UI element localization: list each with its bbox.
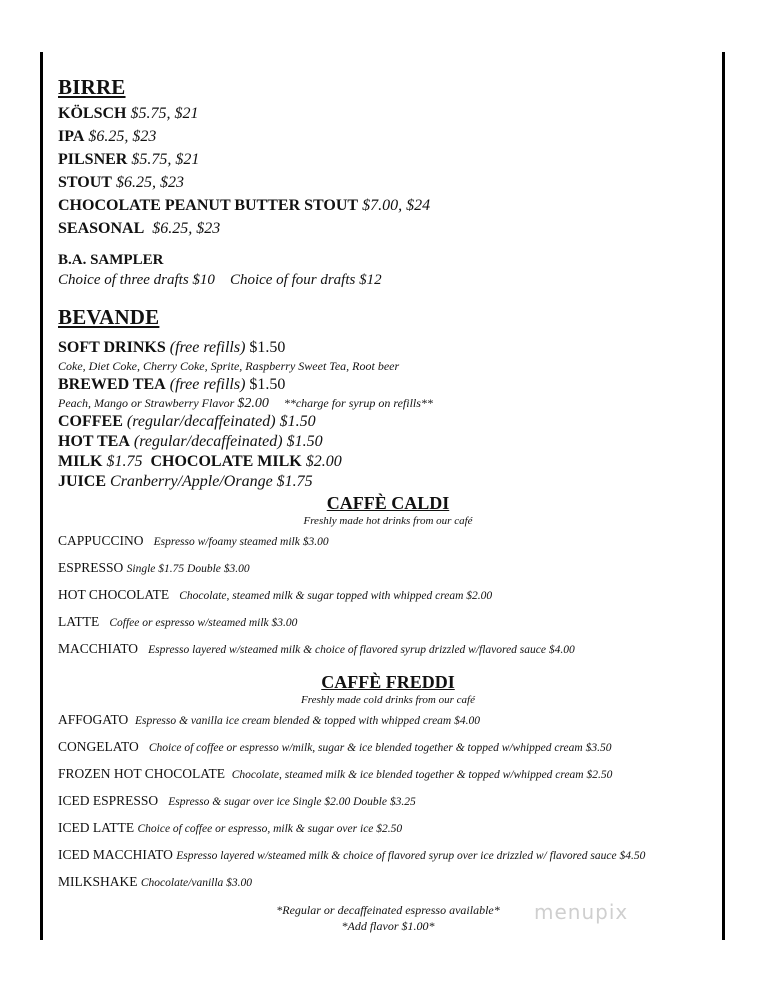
- birre-heading: BIRRE: [58, 75, 126, 99]
- caffe-freddi-note: Freshly made cold drinks from our café: [301, 694, 475, 706]
- freddi-item: ICED LATTE Choice of coffee or espresso, milk & sugar over ice $2.50: [58, 820, 403, 835]
- soft-drinks-list: Coke, Diet Coke, Cherry Coke, Sprite, Raspberry Sweet Tea, Root beer: [58, 359, 400, 373]
- beer-item: STOUT $6.25, $23: [58, 174, 184, 191]
- bevande-heading: BEVANDE: [58, 305, 160, 329]
- milk-item: MILK $1.75 CHOCOLATE MILK $2.00: [58, 453, 342, 470]
- caldi-item: HOT CHOCOLATE Chocolate, steamed milk & sugar topped with whipped cream $2.00: [58, 587, 493, 602]
- sampler-options: [58, 270, 718, 290]
- caldi-item: MACCHIATO Espresso layered w/steamed milk & choice of flavored syrup drizzled w/flavored sauce $4.00: [58, 641, 575, 656]
- freddi-item: CONGELATO Choice of coffee or espresso w/milk, sugar & ice blended together & topped w/whipped cream $3.50: [58, 739, 612, 754]
- caldi-item: CAPPUCCINO Espresso w/foamy steamed milk $3.00: [58, 533, 329, 548]
- beer-item: IPA $6.25, $23: [58, 128, 157, 145]
- hot-tea-item: HOT TEA (regular/decaffeinated) $1.50: [58, 433, 323, 450]
- caffe-caldi-heading: CAFFÈ CALDI: [326, 493, 450, 513]
- sampler-title: B.A. SAMPLER: [58, 252, 164, 268]
- brewed-tea-item: BREWED TEA (free refills) $1.50: [58, 376, 286, 393]
- caldi-item: ESPRESSO Single $1.75 Double $3.00: [58, 560, 250, 575]
- beer-item: PILSNER $5.75, $21: [58, 151, 200, 168]
- sampler-option-four: Choice of four drafts $12: [229, 272, 382, 288]
- menupix-watermark: menupix: [534, 900, 629, 924]
- caldi-item: LATTE Coffee or espresso w/steamed milk $3.00: [58, 614, 298, 629]
- flavor-footnote: *Add flavor $1.00*: [341, 919, 435, 933]
- beer-item: SEASONAL $6.25, $23: [58, 220, 221, 237]
- freddi-item: FROZEN HOT CHOCOLATE Chocolate, steamed milk & ice blended together & topped w/whipped cream $2.50: [58, 766, 613, 781]
- right-border-rule: [722, 52, 725, 940]
- sampler-option-three: Choice of three drafts $10: [58, 272, 215, 288]
- beer-item: KÖLSCH $5.75, $21: [58, 105, 199, 122]
- espresso-footnote: *Regular or decaffeinated espresso available*: [276, 903, 500, 917]
- caffe-caldi-note: Freshly made hot drinks from our café: [303, 515, 473, 527]
- left-border-rule: [40, 52, 43, 940]
- beer-item: CHOCOLATE PEANUT BUTTER STOUT $7.00, $24: [58, 197, 431, 214]
- juice-item: JUICE Cranberry/Apple/Orange $1.75: [58, 473, 313, 490]
- tea-flavor-note: Peach, Mango or Strawberry Flavor $2.00 **charge for syrup on refills**: [58, 396, 433, 411]
- caffe-freddi-heading: CAFFÈ FREDDI: [321, 672, 455, 692]
- freddi-item: ICED MACCHIATO Espresso layered w/steamed milk & choice of flavored syrup over ice drizzled w/ flavored sauce $4.50: [58, 847, 646, 862]
- freddi-item: ICED ESPRESSO Espresso & sugar over ice Single $2.00 Double $3.25: [58, 793, 416, 808]
- menu-page: [58, 74, 718, 934]
- soft-drinks-item: SOFT DRINKS (free refills) $1.50: [58, 339, 286, 356]
- freddi-item: MILKSHAKE Chocolate/vanilla $3.00: [58, 874, 253, 889]
- coffee-item: COFFEE (regular/decaffeinated) $1.50: [58, 413, 316, 430]
- freddi-item: AFFOGATO Espresso & vanilla ice cream blended & topped with whipped cream $4.00: [58, 712, 480, 727]
